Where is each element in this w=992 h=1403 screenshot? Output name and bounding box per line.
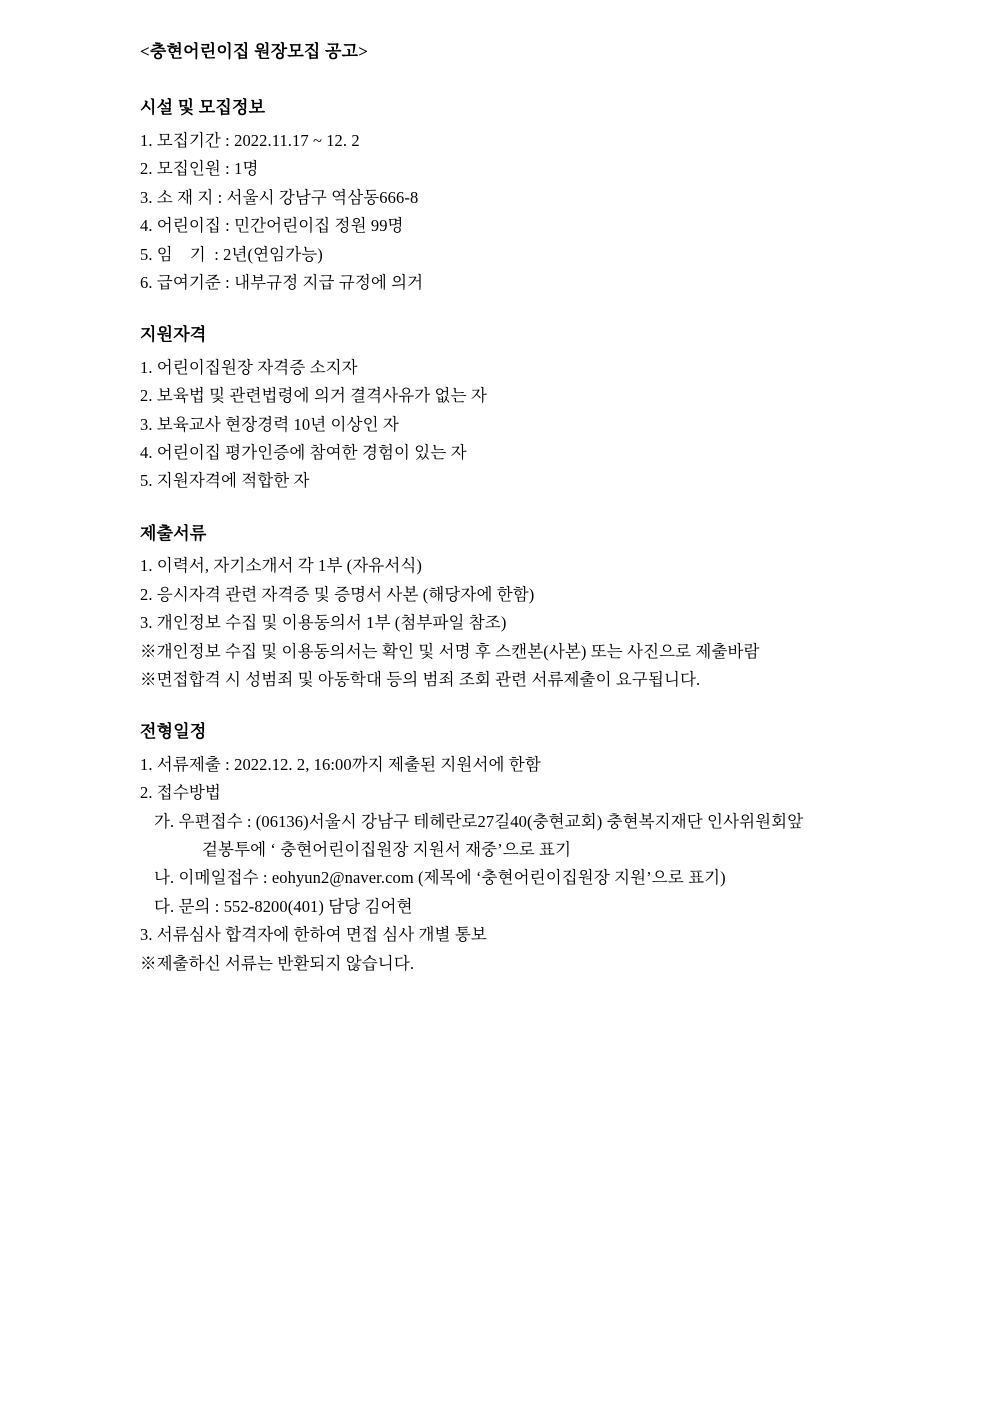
document-line: 5. 임 기 : 2년(연임가능) — [140, 244, 323, 264]
document-line: 1. 서류제출 : 2022.12. 2, 16:00까지 제출된 지원서에 한함 — [140, 754, 541, 774]
section-heading: 제출서류 — [140, 523, 207, 543]
document-line: ※개인정보 수집 및 이용동의서는 확인 및 서명 후 스캔본(사본) 또는 사진으로 제출바람 — [140, 641, 760, 661]
document-line: 5. 지원자격에 적합한 자 — [140, 471, 310, 491]
document-line: 6. 급여기준 : 내부규정 지급 규정에 의거 — [140, 272, 424, 292]
document-line: 다. 문의 : 552-8200(401) 담당 김어현 — [154, 896, 413, 916]
document-line: 1. 이력서, 자기소개서 각 1부 (자유서식) — [140, 556, 423, 576]
document-section — [140, 323, 902, 496]
document-line: 가. 우편접수 : (06136)서울시 강남구 테헤란로27길40(충현교회) 충현복지재단 인사위원회앞 — [154, 811, 804, 831]
document-section — [140, 720, 902, 978]
document-line: 1. 모집기간 : 2022.11.17 ~ 12. 2 — [140, 131, 360, 151]
document-line: ※제출하신 서류는 반환되지 않습니다. — [140, 953, 415, 973]
section-heading: 전형일정 — [140, 722, 207, 742]
document-line: 4. 어린이집 : 민간어린이집 정원 99명 — [140, 216, 404, 236]
document-line: 2. 응시자격 관련 자격증 및 증명서 사본 (해당자에 한함) — [140, 584, 535, 604]
document-line: 2. 모집인원 : 1명 — [140, 159, 259, 179]
document-section — [140, 96, 902, 297]
document-line: 3. 서류심사 합격자에 한하여 면접 심사 개별 통보 — [140, 925, 487, 945]
document-line: 3. 소 재 지 : 서울시 강남구 역삼동666-8 — [140, 187, 419, 207]
document-line: 1. 어린이집원장 자격증 소지자 — [140, 357, 358, 377]
document-line: 3. 개인정보 수집 및 이용동의서 1부 (첨부파일 참조) — [140, 613, 507, 633]
document-line: 4. 어린이집 평가인증에 참여한 경험이 있는 자 — [140, 443, 467, 463]
document-line: 2. 보육법 및 관련법령에 의거 결격사유가 없는 자 — [140, 386, 487, 406]
page-title: <충현어린이집 원장모집 공고> — [140, 42, 369, 61]
document-line: 겉봉투에 ‘ 충현어린이집원장 지원서 재중’으로 표기 — [202, 840, 572, 860]
section-heading: 시설 및 모집정보 — [140, 98, 266, 118]
document-section — [140, 522, 902, 695]
document-line: 나. 이메일접수 : eohyun2@naver.com (제목에 ‘충현어린이집원장 지원’으로 표기) — [154, 868, 726, 888]
document-line: ※면접합격 시 성범죄 및 아동학대 등의 범죄 조회 관련 서류제출이 요구됩니다. — [140, 669, 701, 689]
section-heading: 지원자격 — [140, 325, 207, 345]
document-line: 2. 접수방법 — [140, 783, 221, 803]
document-body — [140, 96, 902, 978]
document-line: 3. 보육교사 현장경력 10년 이상인 자 — [140, 414, 399, 434]
